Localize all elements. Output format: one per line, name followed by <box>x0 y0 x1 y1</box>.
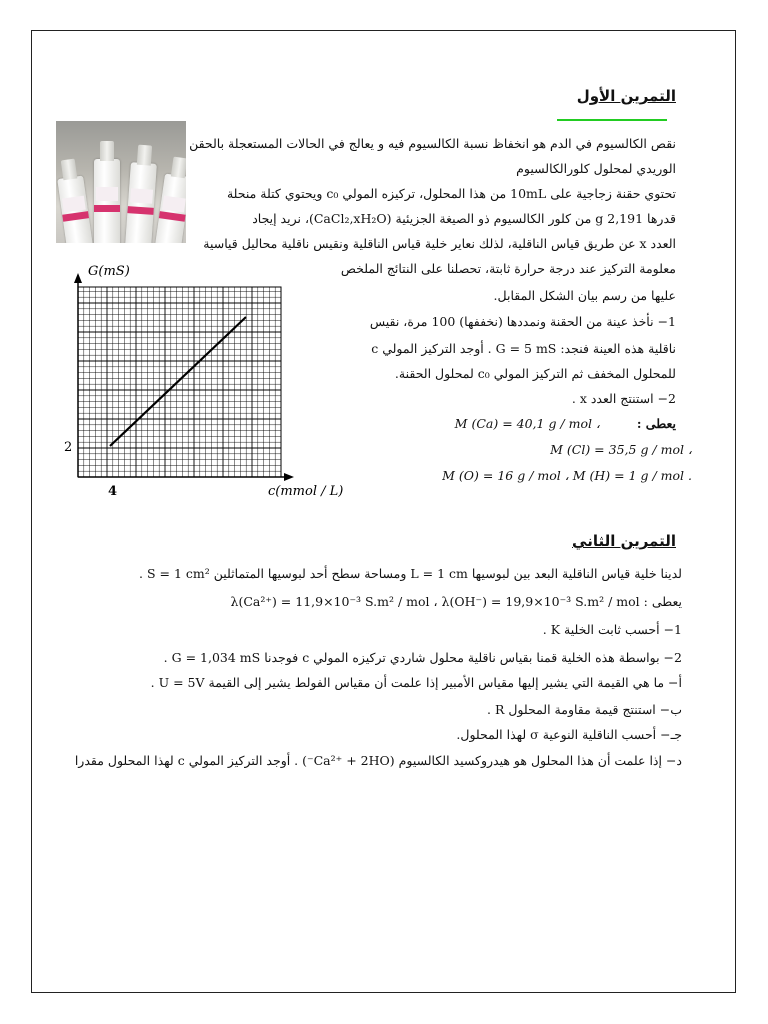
ex2-question-2c: جـ− أحسب الناقلية النوعية σ لهذا المحلول. <box>456 727 682 742</box>
ex1-line-9: ناقلية هذه العينة فنجد: G = 5 mS . أوجد التركيز المولي c <box>371 341 676 356</box>
exercise2-title: التمرين الثاني <box>572 532 676 550</box>
given-label: يعطى : <box>636 416 676 431</box>
molar-mass-ca: ، M (Ca) = 40,1 g / mol <box>454 416 600 431</box>
ex1-line-5: العدد x عن طريق قياس الناقلية، لذلك نعاير خلية قياس الناقلية ونقيس ناقلية محاليل قياسية <box>203 236 676 251</box>
ex1-line-6: معلومة التركيز عند درجة حرارة ثابتة، تحصلنا على النتائج الملخص <box>340 261 676 276</box>
y-axis-label: G(mS) <box>88 264 130 279</box>
ex2-question-1: 1− أحسب ثابت الخلية K . <box>542 622 682 637</box>
ex1-line-7: عليها من رسم بيان الشكل المقابل. <box>493 288 676 303</box>
ex1-line-3: تحتوي حقنة زجاجية على 10mL من هذا المحلول، تركيزه المولي c₀ ويحتوي كتلة منحلة <box>226 186 676 201</box>
ex1-question-2: 2− استنتج العدد x . <box>571 391 676 406</box>
molar-mass-cl: ، M (Cl) = 35,5 g / mol <box>550 442 692 457</box>
x-axis-arrow <box>284 473 294 481</box>
ex2-line-1: لدينا خلية قياس الناقلية البعد بين لبوسيها L = 1 cm ومساحة سطح أحد لبوسيها المتماثلين S = 1 cm² . <box>139 566 682 581</box>
title-underline-accent <box>557 119 667 121</box>
ex2-question-2d: د− إذا علمت أن هذا المحلول هو هيدروكسيد الكالسيوم (Ca²⁺ + 2HO⁻) . أوجد التركيز المولي c لهذا المحلول مقدرا <box>74 753 682 768</box>
ex2-question-2a: أ− ما هي القيمة التي يشير إليها مقياس الأمبير إذا علمت أن مقياس الفولط يشير إلى القيمة U = 5V . <box>150 675 682 690</box>
calibration-graph <box>40 255 360 505</box>
ex1-line-1: نقص الكالسيوم في الدم هو انخفاظ نسبة الكالسيوم فيه و يعالج في الحالات المستعجلة بالحقن <box>189 136 676 151</box>
graph-grid <box>78 287 281 477</box>
ex1-question-1: 1− نأخذ عينة من الحقنة ونمددها (نخففها) 100 مرة، نقيس <box>369 314 676 329</box>
y-tick-label: 2 <box>64 440 73 455</box>
x-tick-label: 4 <box>108 484 118 499</box>
ampoule-photo <box>56 121 186 243</box>
ex1-line-2: الوريدي لمحلول كلورالكالسيوم <box>516 161 676 176</box>
y-axis-arrow <box>74 273 82 283</box>
ex2-question-2: 2− بواسطة هذه الخلية قمنا بقياس ناقلية محلول شاردي تركيزه المولي c فوجدنا G = 1,034 mS . <box>163 650 682 665</box>
x-axis-label: c(mmol / L) <box>268 484 344 499</box>
ex2-given: يعطى : λ(Ca²⁺) = 11,9×10⁻³ S.m² / mol ، λ(OH⁻) = 19,9×10⁻³ S.m² / mol <box>230 594 682 609</box>
ex2-question-2b: ب− استنتج قيمة مقاومة المحلول R . <box>486 702 682 717</box>
grid-frame <box>78 287 281 477</box>
ex1-line-4: قدرها 2,191 g من كلور الكالسيوم ذو الصيغة الجزيئية (CaCl₂,xH₂O)، نريد إيجاد <box>252 211 676 226</box>
molar-mass-o-h: . M (O) = 16 g / mol ، M (H) = 1 g / mol <box>442 468 692 483</box>
exercise1-title: التمرين الأول <box>576 87 676 105</box>
ex1-line-10: للمحلول المخفف ثم التركيز المولي c₀ لمحلول الحقنة. <box>394 366 676 381</box>
